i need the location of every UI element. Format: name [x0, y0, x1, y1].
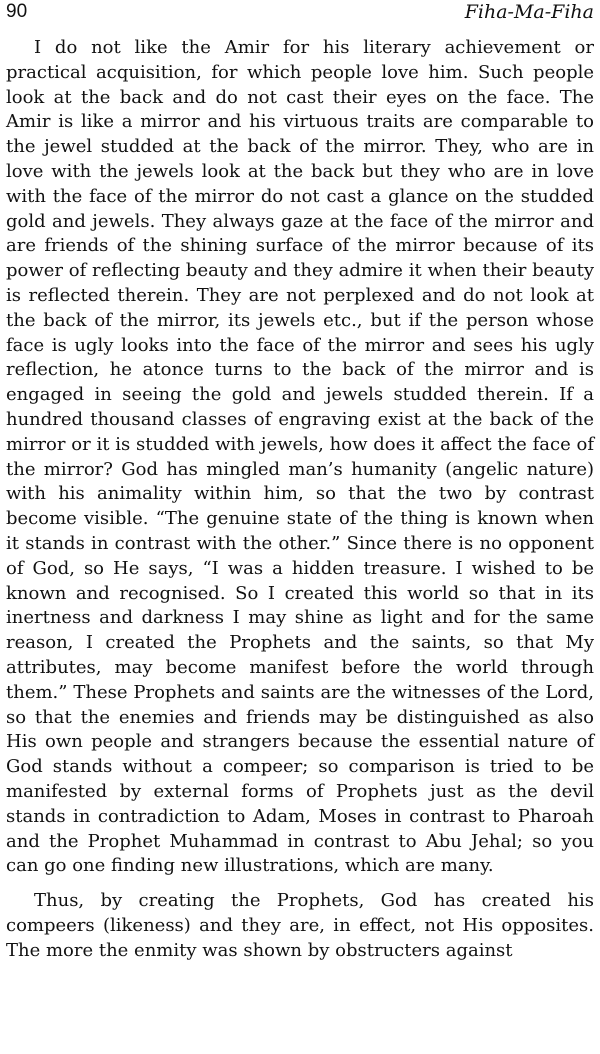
page-number: 90 — [6, 1, 28, 22]
running-title: Fiha-Ma-Fiha — [464, 1, 594, 23]
paragraph: Thus, by creating the Prophets, God has created his compeers (likeness) and they are, in effect, not His opposites. The more the enmity was shown by obstructers against — [6, 890, 594, 961]
page-header — [6, 0, 594, 30]
paragraph: I do not like the Amir for his literary achievement or practical acquisition, for which people love him. Such people look at the back and do not cast their eyes on the face. The Amir is like a mirror and his virtuous traits are comparable to the jewel studded at the back of the mirror. They, who are in love with the jewels look at the back but they who are in love with the face of the mirror do not cast a glance on the studded gold and jewels. They always gaze at the face of the mirror and are friends of the shining surface of the mirror because of its power of reflecting beauty and they admire it when their beauty is reflected therein. They are not perplexed and do not look at the back of the mirror, its jewels etc., but if the person whose face is ugly looks into the face of the mirror and sees his ugly reflection, he atonce turns to the back of the mirror and is engaged in seeing the gold and jewels studded therein. If a hundred thousand classes of engraving exist at the back of the mirror or it is studded with jewels, how does it affect the face of the mirror? God has mingled man’s humanity (angelic nature) with his animality within him, so that the two by contrast become visible. “The genuine state of the thing is known when it stands in contrast with the other.” Since there is no opponent of God, so He says, “I was a hidden treasure. I wished to be known and recognised. So I created this world so that in its inertness and darkness I may shine as light and for the same reason, I created the Prophets and the saints, so that My attributes, may become manifest before the world through them.” These Prophets and saints are the witnesses of the Lord, so that the enemies and friends may be distinguished as also His own people and strangers because the essential nature of God stands without a compeer; so comparison is tried to be manifested by external forms of Prophets just as the devil stands in contradiction to Adam, Moses in contrast to Pharoah and the Prophet Muhammad in contrast to Abu Jehal; so you can go one finding new illustrations, which are many. — [6, 37, 594, 877]
body-text — [6, 36, 594, 973]
